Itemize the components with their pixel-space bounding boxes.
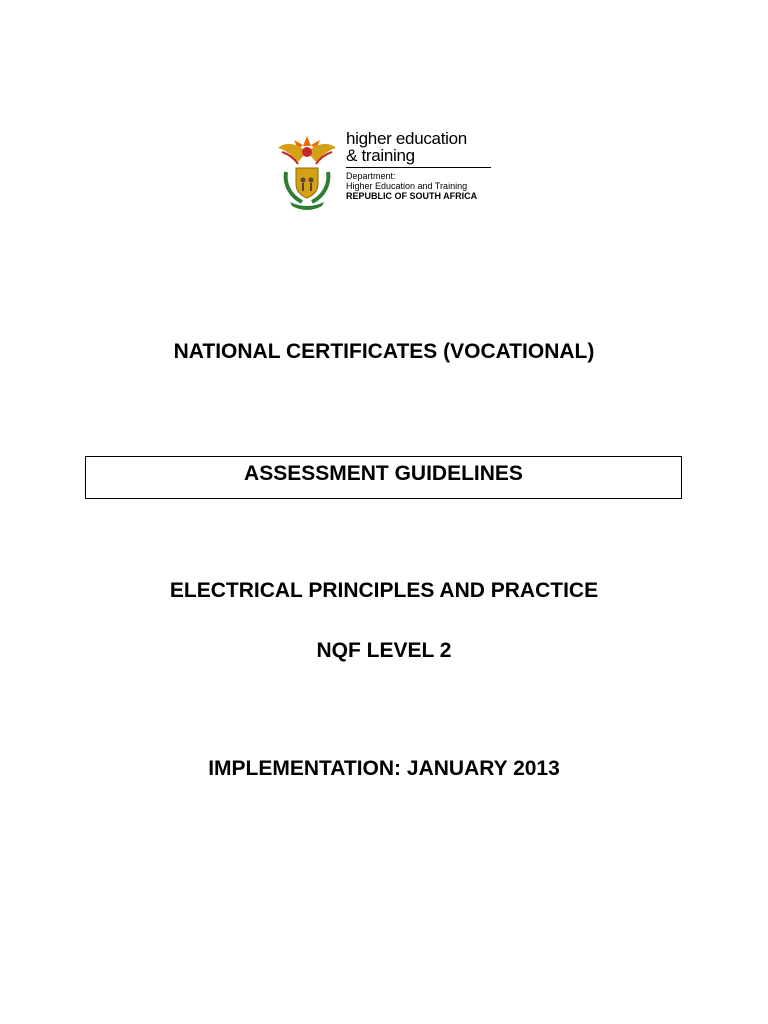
nqf-level: NQF LEVEL 2 <box>316 639 452 662</box>
boxed-heading-frame <box>85 456 682 499</box>
document-title: NATIONAL CERTIFICATES (VOCATIONAL) <box>173 340 595 363</box>
implementation-date: IMPLEMENTATION: JANUARY 2013 <box>208 757 560 780</box>
country-name: REPUBLIC OF SOUTH AFRICA <box>346 191 478 201</box>
subject-title: ELECTRICAL PRINCIPLES AND PRACTICE <box>169 579 599 602</box>
logo-title-line1: higher education <box>346 129 467 148</box>
logo-divider <box>346 167 491 168</box>
coat-of-arms-icon <box>276 132 338 210</box>
logo-title-line2: & training <box>346 146 415 165</box>
boxed-heading: ASSESSMENT GUIDELINES <box>244 462 523 485</box>
department-label: Department: <box>346 171 396 181</box>
department-logo <box>276 130 496 212</box>
department-name: Higher Education and Training <box>346 181 468 191</box>
logo-text <box>346 130 496 201</box>
